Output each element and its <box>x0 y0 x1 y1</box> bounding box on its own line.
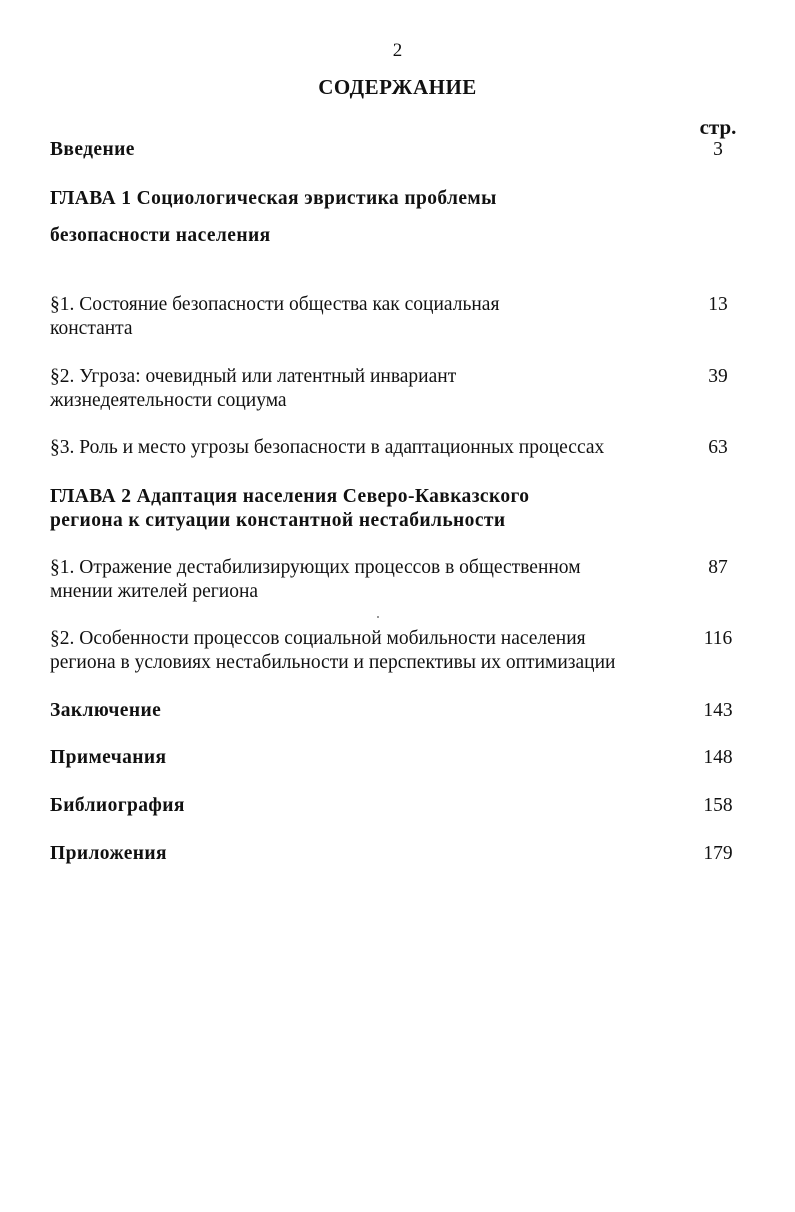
page-column-header: стр. <box>699 115 737 139</box>
toc-entry-introduction <box>50 138 670 162</box>
page-number: 2 <box>392 40 403 61</box>
toc-entry-ch1-sec2 <box>50 365 670 413</box>
toc-entry-page: 158 <box>703 795 733 816</box>
toc-entry-title-line: константа <box>50 318 133 339</box>
toc-entry-title: Приложения <box>50 843 168 864</box>
toc-chapter-1 <box>50 180 670 254</box>
toc-entry-ch2-sec2 <box>50 627 690 675</box>
scan-speck <box>377 616 379 618</box>
toc-entry-ch1-sec3 <box>50 436 690 460</box>
toc-entry-title: Заключение <box>50 700 162 721</box>
toc-entry-title-line: жизнедеятельности социума <box>50 390 287 411</box>
toc-entry-appendices <box>50 842 670 866</box>
toc-entry-page: 13 <box>708 294 728 315</box>
toc-entry-page: 143 <box>703 700 733 721</box>
toc-entry-page: 116 <box>703 628 733 649</box>
toc-entry-page: 87 <box>708 557 728 578</box>
toc-chapter-title-line: ГЛАВА 2 Адаптация населения Северо-Кавказского <box>50 486 530 507</box>
toc-entry-title-line: §3. Роль и место угрозы безопасности в адаптационных процессах <box>50 437 605 458</box>
toc-entry-page: 3 <box>713 139 723 160</box>
toc-entry-title-line: §2. Угроза: очевидный или латентный инвариант <box>50 366 457 387</box>
toc-entry-ch1-sec1 <box>50 293 670 341</box>
toc-entry-title-line: §1. Состояние безопасности общества как социальная <box>50 294 500 315</box>
toc-entry-conclusion <box>50 699 670 723</box>
toc-entry-title-line: §2. Особенности процессов социальной мобильности населения <box>50 628 586 649</box>
toc-chapter-title-line: ГЛАВА 1 Социологическая эвристика проблемы <box>50 188 497 209</box>
toc-entry-page: 179 <box>703 843 733 864</box>
toc-entry-bibliography <box>50 794 670 818</box>
toc-entry-title-line: региона в условиях нестабильности и перспективы их оптимизации <box>50 652 616 673</box>
toc-entry-ch2-sec1 <box>50 556 670 604</box>
toc-entry-title: Введение <box>50 139 135 160</box>
toc-entry-page: 39 <box>708 366 728 387</box>
toc-chapter-2 <box>50 485 670 533</box>
page-title: СОДЕРЖАНИЕ <box>318 75 477 99</box>
toc-chapter-title-line: безопасности населения <box>50 225 271 246</box>
toc-entry-title-line: мнении жителей региона <box>50 581 259 602</box>
toc-entry-page: 63 <box>708 437 728 458</box>
toc-entry-title: Примечания <box>50 747 167 768</box>
toc-entry-title-line: §1. Отражение дестабилизирующих процессов в общественном <box>50 557 581 578</box>
toc-chapter-title-line: региона к ситуации константной нестабильности <box>50 510 506 531</box>
toc-entry-page: 148 <box>703 747 733 768</box>
toc-entry-notes <box>50 746 670 770</box>
toc-entry-title: Библиография <box>50 795 185 816</box>
